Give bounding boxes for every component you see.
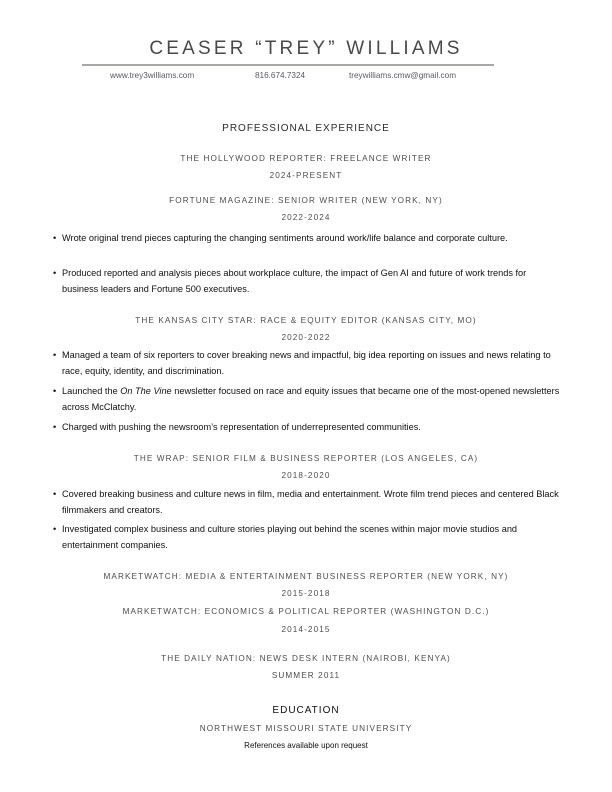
job-dates: SUMMER 2011 — [271, 671, 341, 680]
bullet-icon: • — [53, 422, 57, 432]
job-dates: 2024-PRESENT — [269, 171, 343, 180]
bullet-text: Charged with pushing the newsroom’s representation of underrepresented communities. — [62, 422, 421, 432]
experience-section-title: PROFESSIONAL EXPERIENCE — [222, 123, 390, 134]
job-title: MARKETWATCH: MEDIA & ENTERTAINMENT BUSINESS REPORTER (NEW YORK, NY) — [103, 572, 509, 581]
job-dates: 2015-2018 — [281, 589, 331, 598]
job-bullet — [53, 486, 563, 518]
header-divider — [82, 64, 494, 66]
newsletter-name: On The Vine — [120, 386, 172, 396]
bullet-text — [62, 383, 563, 415]
job-title: THE HOLLYWOOD REPORTER: FREELANCE WRITER — [180, 154, 432, 163]
bullet-text: Covered breaking business and culture news in film, media and entertainment. Wrote film trend pieces and centered Black filmmakers and creators. — [62, 489, 559, 515]
phone-number: 816.674.7324 — [255, 71, 306, 80]
bullet-text-post: newsletter focused on race and equity issues that became one of the most-opened newsletters across McClatchy. — [62, 386, 560, 412]
job-bullet — [53, 230, 563, 246]
website-link[interactable]: www.trey3williams.com — [110, 71, 195, 80]
job-bullet — [53, 265, 563, 297]
job-dates: 2022-2024 — [281, 213, 331, 222]
job-bullet — [53, 383, 563, 415]
education-section-title: EDUCATION — [272, 705, 340, 716]
job-title: THE DAILY NATION: NEWS DESK INTERN (NAIROBI, KENYA) — [161, 654, 451, 663]
bullet-text: Managed a team of six reporters to cover breaking news and impactful, big idea reporting on issues and news relating to race, equity, identity, and discrimination. — [62, 350, 551, 376]
references-note: References available upon request — [244, 741, 368, 750]
job-dates: 2020-2022 — [281, 333, 331, 342]
bullet-icon: • — [53, 350, 57, 360]
bullet-icon: • — [53, 524, 57, 534]
job-bullet — [53, 521, 563, 553]
bullet-text: Produced reported and analysis pieces about workplace culture, the impact of Gen AI and future of work trends for business leaders and Fortune 500 executives. — [62, 268, 527, 294]
job-bullet — [53, 419, 563, 435]
job-title: THE KANSAS CITY STAR: RACE & EQUITY EDITOR (KANSAS CITY, MO) — [135, 316, 477, 325]
school-name: NORTHWEST MISSOURI STATE UNIVERSITY — [199, 724, 413, 733]
bullet-icon: • — [53, 386, 57, 396]
job-dates: 2018-2020 — [281, 471, 331, 480]
bullet-text-pre: Launched the — [62, 386, 121, 396]
bullet-text: Investigated complex business and culture stories playing out behind the scenes within major movie studios and entertainment companies. — [62, 524, 518, 550]
bullet-text: Wrote original trend pieces capturing the changing sentiments around work/life balance and corporate culture. — [62, 233, 508, 243]
job-dates: 2014-2015 — [281, 625, 331, 634]
candidate-name: CEASER “TREY” WILLIAMS — [149, 38, 463, 59]
job-title: FORTUNE MAGAZINE: SENIOR WRITER (NEW YORK, NY) — [169, 196, 443, 205]
job-bullet — [53, 347, 563, 379]
bullet-icon: • — [53, 489, 57, 499]
bullet-icon: • — [53, 268, 57, 278]
job-title: THE WRAP: SENIOR FILM & BUSINESS REPORTER (LOS ANGELES, CA) — [133, 454, 479, 463]
email-link[interactable]: treywilliams.cmw@gmail.com — [349, 71, 457, 80]
job-title: MARKETWATCH: ECONOMICS & POLITICAL REPORTER (WASHINGTON D.C.) — [122, 607, 490, 616]
bullet-icon: • — [53, 233, 57, 243]
